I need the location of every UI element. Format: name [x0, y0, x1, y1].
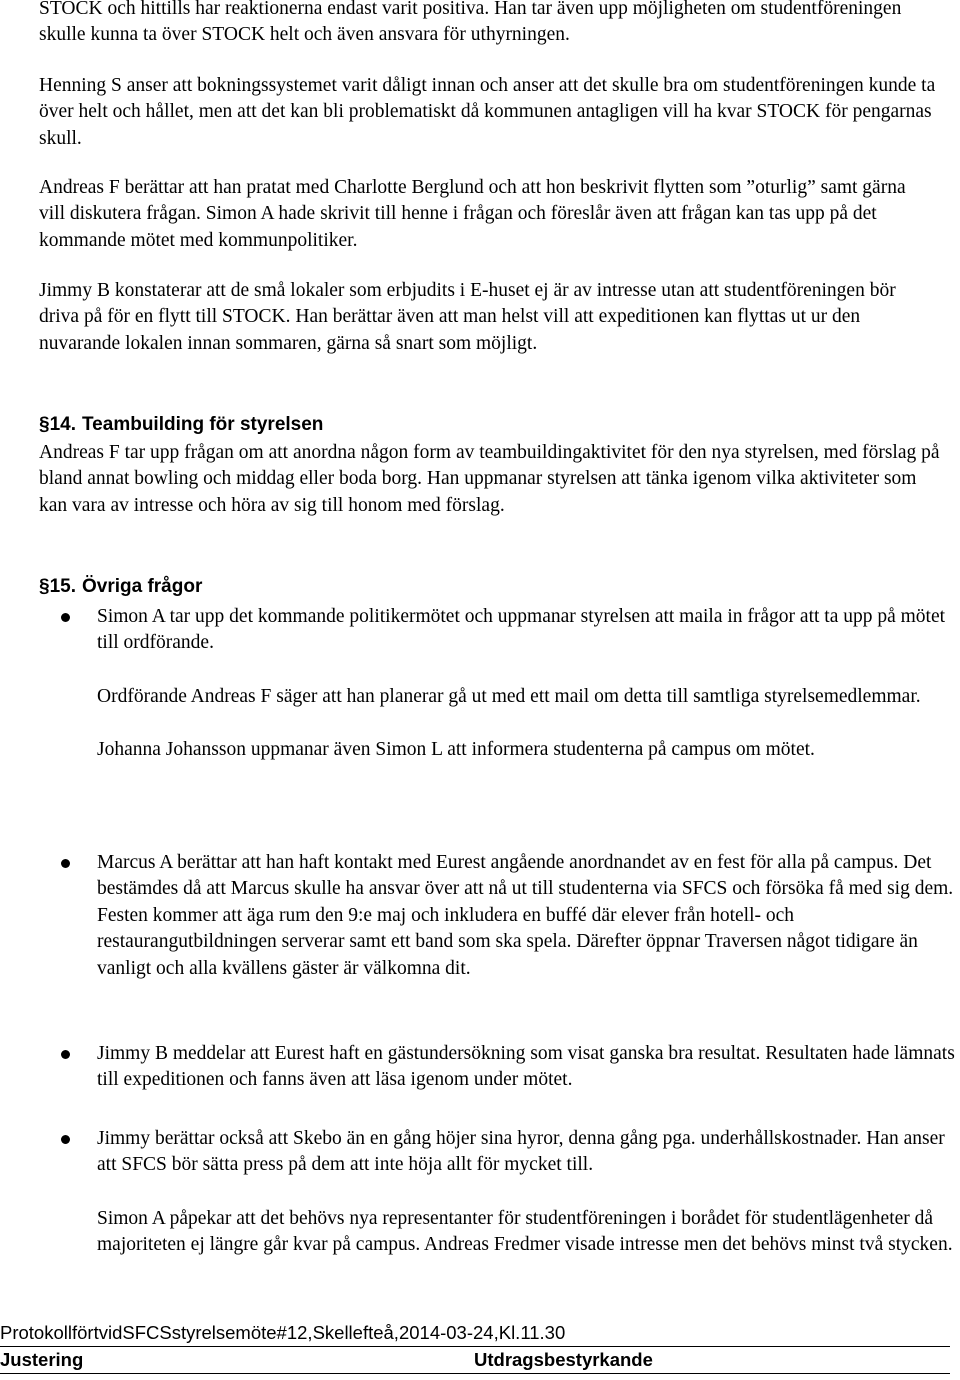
section-15-heading	[39, 575, 202, 599]
footer-utdragsbestyrkande-label: Utdragsbestyrkande	[474, 1349, 653, 1370]
section-14-heading	[39, 413, 323, 437]
paragraph-stock-continued: STOCK och hittills har reaktionerna endast varit positiva. Han tar även upp möjligheten om studentföreningen skulle kunna ta över STOCK helt och även ansvara för uthyrningen.	[39, 0, 902, 46]
bullet-paragraph: Marcus A berättar att han haft kontakt med Eurest angående anordnandet av en fest för alla på campus. Det bestämdes då att Marcus skulle ha ansvar över att nå ut till studenterna via SFCS och försöka få med sig dem. Festen kommer att äga rum den 9:e maj och inkludera en buffé där elever från hotell- och restaurangutbildningen serverar samt ett band som ska spela. Därefter öppnar Traversen något tidigare än vanligt och alla kvällens gäster är välkomna dit.	[97, 852, 954, 979]
bullet-icon	[61, 613, 70, 622]
section-14-title: Teambuilding för styrelsen	[81, 414, 324, 435]
bullet-paragraph: Simon A påpekar att det behövs nya representanter för studentföreningen i borådet för studentlägenheter då majoriteten ej längre går kvar på campus. Andreas Fredmer visade intresse men det behövs minst två stycken.	[97, 1207, 953, 1256]
bullet-paragraph: Ordförande Andreas F säger att han planerar gå ut med ett mail om detta till samtliga styrelsemedlemmar.	[97, 685, 921, 707]
bullet-paragraph: Jimmy berättar också att Skebo än en gång höjer sina hyror, denna gång pga. underhållskostnader. Han anser att SFCS bör sätta press på dem att inte höja allt för mycket till.	[97, 1128, 945, 1176]
paragraph-andreas: Andreas F berättar att han pratat med Charlotte Berglund och att hon beskrivit flytten som ”oturlig” samt gärna vill diskutera frågan. Simon A hade skrivit till henne i frågan och föreslår även att frågan kan tas upp på det kommande mötet med kommunpolitiker.	[39, 177, 906, 251]
paragraph-jimmy: Jimmy B konstaterar att de små lokaler som erbjudits i E-huset ej är av intresse utan att studentföreningen bör driva på för en flytt till STOCK. Han berättar även att man helst vill att expeditionen kan flyttas ut ur den nuvarande lokalen innan sommaren, gärna så snart som möjligt.	[39, 280, 896, 354]
footer-justering-label: Justering	[0, 1349, 84, 1370]
footer-protocol-line: ProtokollförtvidSFCSstyrelsemöte#12,Skellefteå,2014-03-24,Kl.11.30	[0, 1321, 950, 1347]
section-15-number: §15.	[39, 576, 76, 597]
paragraph-henning: Henning S anser att bokningssystemet varit dåligt innan och anser att det skulle bra om studentföreningen kunde ta över helt och hållet, men att det kan bli problematiskt då kommunen antagligen vill ha kvar STOCK för pengarnas skull.	[39, 75, 936, 149]
bullet-icon	[61, 1135, 70, 1144]
bullet-icon	[61, 1050, 70, 1059]
footer-signature-line	[0, 1347, 950, 1374]
bullet-paragraph: Johanna Johansson uppmanar även Simon L att informera studenterna på campus om mötet.	[97, 739, 815, 761]
bullet-paragraph: Simon A tar upp det kommande politikermötet och uppmanar styrelsen att maila in frågor att ta upp på mötet till ordförande.	[97, 606, 946, 654]
bullet-icon	[61, 859, 70, 868]
section-14-number: §14.	[39, 414, 76, 435]
section-14-text: Andreas F tar upp frågan om att anordna någon form av teambuildingaktivitet för den nya styrelsen, med förslag på bland annat bowling och middag eller boda borg. Han uppmanar styrelsen att tänka igenom vilka aktiviteter som kan vara av intresse och höra av sig till honom med förslag.	[39, 442, 940, 516]
bullet-paragraph: Jimmy B meddelar att Eurest haft en gästundersökning som visat ganska bra resultat. Resultaten hade lämnats till expeditionen och fanns även att läsa igenom under mötet.	[97, 1043, 955, 1091]
section-15-title: Övriga frågor	[81, 576, 203, 597]
